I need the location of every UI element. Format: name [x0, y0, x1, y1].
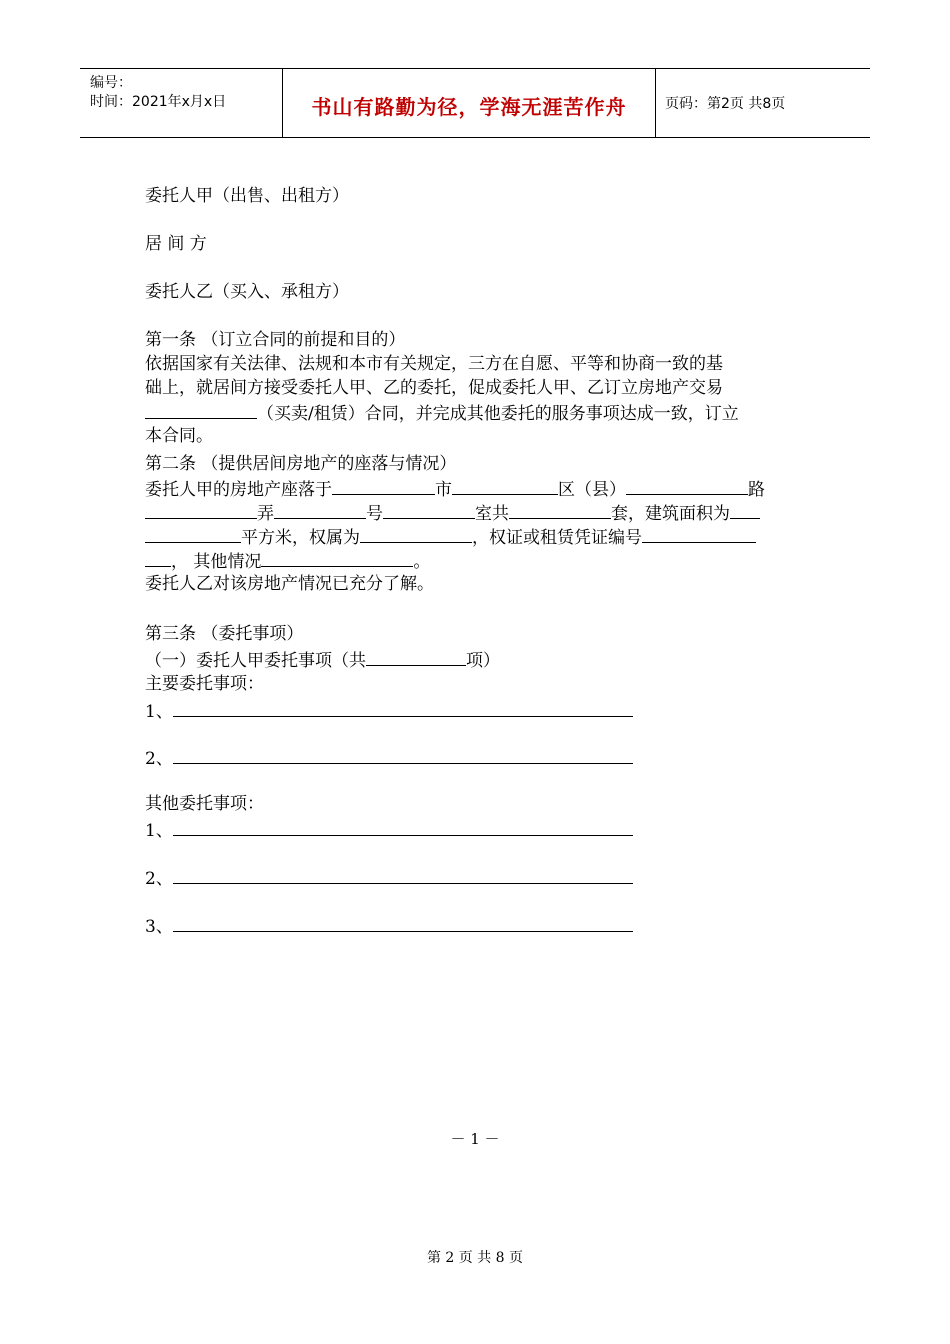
article3-sub1 — [145, 647, 500, 673]
item-unit-label: 项） — [466, 651, 500, 671]
location-label: 委托人甲的房地产座落于 — [145, 480, 332, 500]
party-a-label: 委托人甲（出售、出租方） — [145, 186, 349, 206]
party-b-label: 委托人乙（买入、承租方） — [145, 282, 349, 302]
article1-line4: 本合同。 — [145, 426, 213, 446]
broker-label: 居 间 方 — [145, 234, 207, 254]
header-motto-cell — [282, 69, 656, 137]
area-label: 套，建筑面积为 — [611, 504, 730, 524]
other-item-3-blank[interactable] — [173, 913, 633, 932]
article2-line4 — [145, 548, 430, 574]
article1-title: 第一条 （订立合同的前提和目的） — [145, 330, 406, 350]
header-right-cell — [655, 69, 870, 137]
main-item-1 — [145, 698, 633, 724]
number-label: 号 — [366, 504, 383, 524]
city-blank[interactable] — [332, 476, 435, 495]
main-item-2 — [145, 745, 633, 771]
district-label: 区（县） — [558, 480, 626, 500]
other-item-1 — [145, 817, 633, 843]
article2-line2 — [145, 500, 760, 526]
page-number: － 1 － — [450, 1130, 500, 1148]
article2-line3 — [145, 524, 756, 550]
other-item-2 — [145, 865, 633, 891]
room-blank[interactable] — [383, 500, 475, 519]
party-a-items-label: （一）委托人甲委托事项（共 — [145, 651, 366, 671]
main-item-2-blank[interactable] — [173, 745, 633, 764]
certificate-blank-b[interactable] — [145, 548, 171, 567]
main-items-label: 主要委托事项： — [145, 674, 264, 694]
header-left-cell — [80, 69, 282, 137]
contract-type-blank[interactable] — [145, 400, 257, 419]
article1-line2: 础上，就居间方接受委托人甲、乙的委托，促成委托人甲、乙订立房地产交易 — [145, 378, 723, 398]
certificate-label: ，权证或租赁凭证编号 — [472, 528, 642, 548]
lane-blank[interactable] — [145, 500, 257, 519]
page-footer: 第 2 页 共 8 页 — [426, 1250, 524, 1266]
item-number: 1、 — [145, 702, 173, 722]
other-item-2-blank[interactable] — [173, 865, 633, 884]
article2-title: 第二条 （提供居间房地产的座落与情况） — [145, 454, 457, 474]
area-blank-b[interactable] — [145, 524, 241, 543]
certificate-blank-a[interactable] — [642, 524, 756, 543]
period: 。 — [413, 552, 431, 572]
code-label: 编号： — [90, 75, 132, 91]
item-count-blank[interactable] — [366, 647, 466, 666]
sets-blank[interactable] — [509, 500, 611, 519]
item-number: 2、 — [145, 749, 173, 769]
other-info-blank[interactable] — [261, 548, 413, 567]
district-blank[interactable] — [452, 476, 558, 495]
road-blank[interactable] — [626, 476, 748, 495]
lane-label: 弄 — [257, 504, 274, 524]
main-item-1-blank[interactable] — [173, 698, 633, 717]
road-label: 路 — [748, 480, 765, 500]
article1-line1: 依据国家有关法律、法规和本市有关规定，三方在自愿、平等和协商一致的基 — [145, 354, 723, 374]
item-number: 1、 — [145, 821, 173, 841]
article2-line5: 委托人乙对该房地产情况已充分了解。 — [145, 574, 434, 594]
article3-title: 第三条 （委托事项） — [145, 624, 304, 644]
article1-line3-text: （买卖/租赁）合同，并完成其他委托的服务事项达成一致，订立 — [257, 404, 739, 424]
item-number: 3、 — [145, 917, 173, 937]
ownership-label: 平方米，权属为 — [241, 528, 360, 548]
time-label: 时间：2021年x月x日 — [90, 94, 227, 110]
other-item-1-blank[interactable] — [173, 817, 633, 836]
item-number: 2、 — [145, 869, 173, 889]
number-blank[interactable] — [274, 500, 366, 519]
article1-line3 — [145, 400, 739, 426]
motto: 书山有路勤为径，学海无涯苦作舟 — [311, 95, 627, 119]
city-label: 市 — [435, 480, 452, 500]
area-blank-a[interactable] — [730, 500, 760, 519]
header-table — [80, 68, 870, 138]
article2-line1 — [145, 476, 765, 502]
page-info: 页码：第2页 共8页 — [665, 96, 786, 112]
other-info-label: ， 其他情况 — [171, 552, 262, 572]
ownership-blank[interactable] — [360, 524, 472, 543]
other-items-label: 其他委托事项： — [145, 794, 264, 814]
room-label: 室共 — [475, 504, 509, 524]
other-item-3 — [145, 913, 633, 939]
